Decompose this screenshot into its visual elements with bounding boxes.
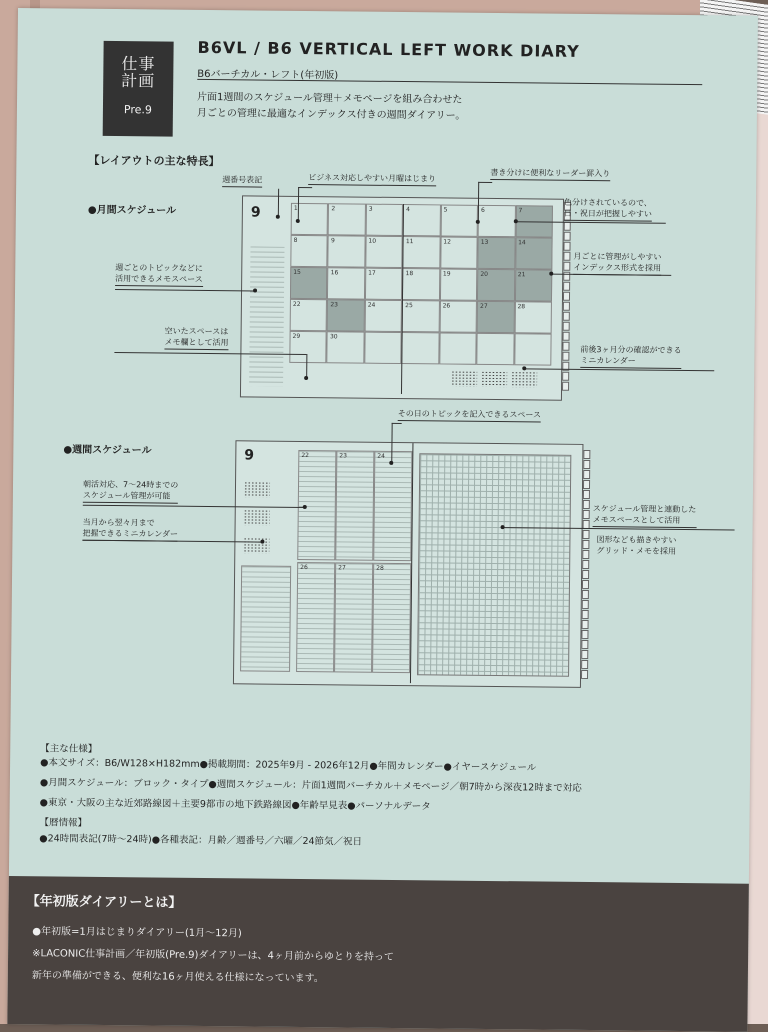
- index-tab: [563, 242, 570, 251]
- note-memo-linked: スケジュール管理と連動した メモスペースとして活用: [593, 503, 697, 528]
- calendar-day-number: 8: [293, 236, 298, 244]
- badge-kanji: 仕事 計画: [121, 54, 156, 91]
- calendar-day-number: 9: [330, 237, 335, 245]
- title-divider: [197, 79, 702, 85]
- calendar-day-cell: [327, 299, 365, 331]
- calendar-day-cell: [515, 269, 553, 301]
- layout-heading: 【レイアウトの主な特長】: [88, 153, 220, 169]
- calendar-info-heading: 【暦情報】: [39, 817, 88, 829]
- calendar-day-number: 13: [480, 238, 489, 246]
- index-tab: [562, 352, 569, 361]
- note-monday-start: ビジネス対応しやすい月曜はじまり: [308, 172, 436, 186]
- index-tab: [582, 560, 589, 569]
- note-memo-space: 週ごとのトピックなどに 活用できるメモスペース: [115, 262, 203, 287]
- index-tab: [583, 490, 590, 499]
- weekly-memo-column: [240, 565, 291, 672]
- calendar-day-number: 15: [293, 268, 301, 276]
- index-tab: [581, 660, 588, 669]
- description-line-2: 月ごとの管理に最適なインデックス付きの週間ダイアリー。: [196, 107, 466, 122]
- footer-heading: 【年初版ダイアリーとは】: [26, 894, 182, 911]
- index-tab: [581, 630, 588, 639]
- calendar-day-cell: [327, 331, 365, 363]
- monthly-month-number: 9: [250, 204, 261, 221]
- index-tab: [564, 222, 571, 231]
- calendar-day-cell: [403, 236, 441, 268]
- weekly-day-number: 24: [377, 452, 386, 460]
- calendar-day-number: 27: [480, 302, 488, 310]
- calendar-day-number: 7: [518, 207, 523, 215]
- specs-line-3: ●東京・大阪の主な近郊路線図＋主要9都市の地下鉄路線図●年齢早見表●パーソナルデータ: [39, 797, 431, 813]
- calendar-day-number: 1: [293, 204, 298, 212]
- index-tabs-monthly: [562, 202, 571, 392]
- index-tab: [582, 580, 589, 589]
- leader-dot: [253, 288, 257, 292]
- leader-dot: [501, 525, 505, 529]
- calendar-day-cell: [328, 235, 366, 267]
- leader-dot: [389, 461, 393, 465]
- badge-sub: Pre.9: [123, 103, 152, 117]
- calendar-day-number: 3: [368, 205, 373, 213]
- calendar-day-cell: [402, 332, 440, 364]
- leader-line: [115, 289, 255, 291]
- monthly-heading: ●月間スケジュール: [87, 204, 177, 217]
- calendar-day-number: 11: [405, 238, 414, 246]
- calendar-day-number: 12: [443, 238, 451, 246]
- calendar-day-cell: [402, 268, 440, 300]
- leader-dot: [296, 219, 300, 223]
- calendar-day-cell: [364, 332, 402, 364]
- calendar-day-cell: [289, 331, 327, 363]
- calendar-day-cell: [440, 236, 478, 268]
- calendar-day-number: 17: [368, 269, 376, 277]
- index-tab: [582, 590, 589, 599]
- product-insert-card: [7, 8, 758, 1032]
- calendar-day-cell: [365, 268, 403, 300]
- calendar-day-number: 28: [517, 303, 526, 311]
- calendar-day-number: 30: [329, 333, 338, 341]
- leader-dot: [260, 540, 264, 544]
- calendar-day-cell: [328, 203, 366, 235]
- index-tab: [563, 312, 570, 321]
- note-week-number: 週番号表記: [222, 174, 262, 187]
- leader-line: [298, 187, 312, 188]
- calendar-day-cell: [439, 300, 477, 332]
- index-tab: [583, 470, 590, 479]
- weekly-day-column: [296, 562, 335, 672]
- index-tab: [563, 262, 570, 271]
- index-tab: [564, 232, 571, 241]
- calendar-info-line: ●24時間表記(7時～24時)●各種表記：月齢／週番号／六曜／24節気／祝日: [39, 833, 363, 848]
- calendar-day-number: 4: [406, 206, 411, 214]
- index-tab: [583, 460, 590, 469]
- calendar-day-number: 5: [443, 206, 448, 214]
- leader-line: [392, 423, 402, 424]
- mini-calendar: [451, 371, 477, 387]
- description-line-1: 片面1週間のスケジュール管理＋メモページを組み合わせた: [197, 91, 463, 106]
- index-tab: [582, 610, 589, 619]
- calendar-day-cell: [477, 301, 515, 333]
- note-holiday-color: 色分けされているので、 日・祝日が把握しやすい: [564, 197, 652, 222]
- calendar-day-number: 2: [331, 205, 336, 213]
- index-tab: [562, 372, 569, 381]
- calendar-day-number: 16: [330, 269, 339, 277]
- calendar-day-cell: [290, 299, 328, 331]
- index-tab: [563, 282, 570, 291]
- calendar-day-number: 10: [368, 237, 377, 245]
- weekly-day-column: [373, 451, 412, 561]
- leader-dot: [304, 376, 308, 380]
- index-tabs-weekly: [581, 450, 590, 680]
- weekly-day-number: 26: [300, 563, 308, 572]
- note-mini-calendar: 前後3ヶ月分の確認ができる ミニカレンダー: [580, 344, 681, 369]
- note-hours: 朝活対応、7～24時までの スケジュール管理が可能: [83, 479, 179, 504]
- index-tab: [582, 540, 589, 549]
- calendar-day-number: 19: [442, 270, 451, 278]
- index-tab: [581, 650, 588, 659]
- index-tab: [582, 620, 589, 629]
- index-tab: [583, 450, 590, 459]
- footer-line-3: 新年の準備ができる、便利な16ヶ月使える仕様になっています。: [31, 970, 324, 985]
- product-description: [197, 90, 466, 125]
- calendar-day-cell: [440, 268, 478, 300]
- product-title: B6VL / B6 VERTICAL LEFT WORK DIARY: [197, 37, 580, 61]
- calendar-day-cell: [365, 236, 403, 268]
- index-tab: [583, 500, 590, 509]
- note-topic-space: その日のトピックを記入できるスペース: [398, 408, 541, 422]
- calendar-day-cell: [364, 300, 402, 332]
- calendar-day-number: 21: [517, 271, 526, 279]
- calendar-day-number: 24: [367, 301, 376, 309]
- weekly-month-number: 9: [244, 447, 255, 464]
- calendar-day-cell: [290, 267, 328, 299]
- calendar-day-cell: [403, 204, 441, 236]
- footer-line-1: ●年初版=1月はじまりダイアリー(1月～12月): [32, 926, 242, 940]
- index-tab: [563, 332, 570, 341]
- leader-dot: [303, 505, 307, 509]
- calendar-day-number: 14: [518, 239, 526, 247]
- brand-badge: [103, 41, 174, 137]
- note-grid-memo: 図形なども描きやすい グリッド・メモを採用: [596, 535, 677, 556]
- note-index: 月ごとに管理がしやすい インデックス形式を採用: [573, 251, 661, 276]
- index-tab: [581, 670, 588, 679]
- index-tab: [582, 550, 589, 559]
- calendar-day-number: 29: [292, 332, 301, 340]
- index-tab: [582, 570, 589, 579]
- mini-calendar: [481, 371, 507, 387]
- index-tab: [583, 510, 590, 519]
- index-tab: [582, 530, 589, 539]
- calendar-day-cell: [290, 235, 328, 267]
- mini-calendar: [511, 371, 537, 387]
- weekly-heading: ●週間スケジュール: [63, 444, 152, 457]
- index-tab: [583, 480, 590, 489]
- note-mini-calendar-weekly: 当月から翌々月まで 把握できるミニカレンダー: [82, 517, 178, 542]
- index-tab: [562, 382, 569, 391]
- leader-dot: [522, 366, 526, 370]
- calendar-day-cell: [477, 269, 515, 301]
- leader-dot: [476, 220, 480, 224]
- weekly-day-column: [335, 450, 374, 560]
- weekly-day-number: 22: [301, 451, 310, 460]
- note-free-space: 空いたスペースは メモ欄として活用: [164, 326, 228, 351]
- specs-line-1: ●本文サイズ：B6/W128×H182mm●掲載期間：2025年9月 - 2026年12月●年間カレンダー●イヤースケジュール: [40, 757, 537, 774]
- calendar-day-number: 26: [442, 302, 451, 310]
- index-tab: [563, 322, 570, 331]
- calendar-day-number: 6: [481, 206, 485, 214]
- calendar-day-cell: [476, 333, 514, 365]
- info-footer-bar: [7, 876, 749, 1032]
- index-tab: [563, 252, 570, 261]
- footer-line-2: ※LACONIC仕事計画／年初版(Pre.9)ダイアリーは、4ヶ月前からゆとりを持って: [32, 948, 394, 963]
- weekly-day-column: [372, 563, 411, 673]
- calendar-day-cell: [515, 237, 553, 269]
- grid-memo-page: [417, 453, 571, 677]
- calendar-day-cell: [365, 204, 403, 236]
- monthly-spread-illustration: [240, 195, 564, 400]
- weekly-day-number: 28: [376, 564, 384, 572]
- calendar-day-cell: [478, 205, 516, 237]
- monthly-memo-column: [249, 246, 284, 386]
- leader-dot: [276, 215, 280, 219]
- product-subtitle: B6バーチカル・レフト(年初版): [197, 68, 339, 82]
- calendar-day-number: 20: [480, 270, 489, 278]
- monthly-calendar-grid: [289, 203, 553, 366]
- index-tab: [563, 292, 570, 301]
- index-tab: [581, 640, 588, 649]
- calendar-day-cell: [440, 204, 478, 236]
- index-tab: [563, 302, 570, 311]
- calendar-day-cell: [477, 237, 515, 269]
- weekly-day-number: 23: [339, 452, 348, 460]
- note-leader-line: 書き分けに便利なリーダー罫入り: [490, 167, 610, 181]
- leader-dot: [549, 272, 553, 276]
- specs-line-2: ●月間スケジュール：ブロック・タイプ●週間スケジュール：片面1週間バーチカル＋メモページ／朝7時から深夜12時まで対応: [39, 777, 582, 794]
- weekly-spread-illustration: [233, 440, 584, 688]
- weekly-day-column: [334, 562, 373, 672]
- calendar-day-number: 23: [330, 301, 339, 309]
- calendar-day-number: 25: [405, 302, 413, 310]
- calendar-day-cell: [514, 333, 552, 365]
- weekly-day-number: 27: [338, 564, 346, 572]
- calendar-day-number: 18: [405, 270, 414, 278]
- index-tab: [562, 342, 569, 351]
- index-tab: [582, 600, 589, 609]
- calendar-day-cell: [327, 267, 365, 299]
- leader-dot: [514, 219, 518, 223]
- calendar-day-cell: [439, 332, 477, 364]
- calendar-day-cell: [402, 300, 440, 332]
- calendar-day-number: 22: [292, 300, 301, 308]
- specs-heading: 【主な仕様】: [40, 743, 98, 755]
- leader-line: [478, 182, 492, 183]
- calendar-day-cell: [514, 301, 552, 333]
- weekly-day-columns: [234, 441, 412, 683]
